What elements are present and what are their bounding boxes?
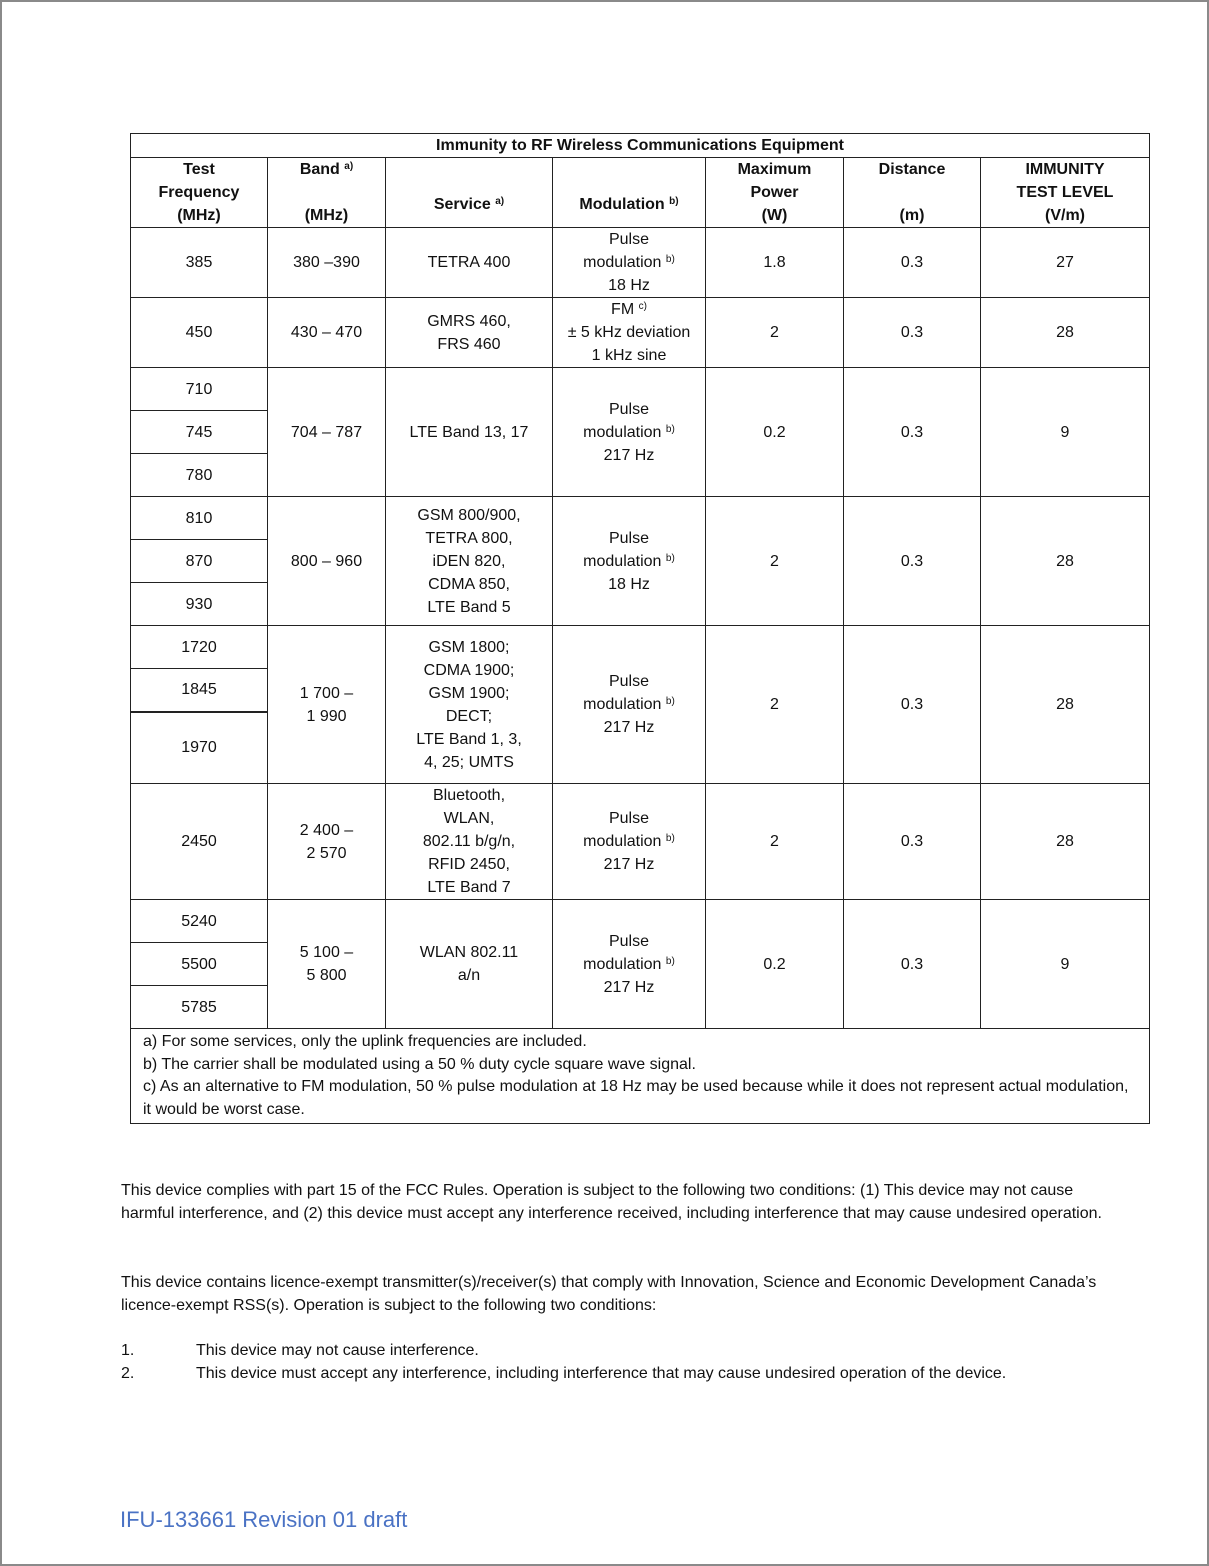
document-footer: IFU-133661 Revision 01 draft — [120, 1507, 408, 1532]
modulation-cell: Pulse modulation $^{b)}$ 217 Hz — [553, 626, 706, 784]
list-text: This device may not cause interference. — [196, 1342, 479, 1359]
freq-cell: 745 — [131, 411, 268, 454]
freq-cell: 5785 — [131, 986, 268, 1029]
header-max-power: Maximum Power (W) — [706, 158, 844, 228]
header-immunity-level: IMMUNITY TEST LEVEL (V/m) — [981, 158, 1150, 228]
distance-cell: 0.3 — [844, 497, 981, 626]
table-row — [131, 497, 1150, 540]
band-cell: 1 700 – 1 990 — [268, 626, 386, 784]
service-cell: LTE Band 13, 17 — [386, 368, 553, 497]
service-cell: TETRA 400 — [386, 228, 553, 298]
freq-cell: 5240 — [131, 900, 268, 943]
header-band: Band $^{a)}$ (MHz) — [268, 158, 386, 228]
header-distance: Distance (m) — [844, 158, 981, 228]
distance-cell: 0.3 — [844, 228, 981, 298]
table-row — [131, 228, 1150, 298]
power-cell: 2 — [706, 298, 844, 368]
table-row — [131, 298, 1150, 368]
band-cell: 430 – 470 — [268, 298, 386, 368]
immunity-table — [130, 133, 1150, 1124]
header-test-frequency: Test Frequency (MHz) — [131, 158, 268, 228]
freq-cell: 450 — [131, 298, 268, 368]
band-cell: 800 – 960 — [268, 497, 386, 626]
power-cell: 2 — [706, 626, 844, 784]
service-cell: GSM 800/900, TETRA 800, iDEN 820, CDMA 850, LTE Band 5 — [386, 497, 553, 626]
ised-statement: This device contains licence-exempt transmitter(s)/receiver(s) that comply with Innovation, Science and Economic Development Canada’s licence-exempt RSS(s). Operation is subject to the following two conditions: — [121, 1274, 1097, 1314]
table-title: Immunity to RF Wireless Communications Equipment — [131, 134, 1150, 158]
header-service: Service $^{a)}$ — [386, 158, 553, 228]
freq-cell: 5500 — [131, 943, 268, 986]
power-cell: 2 — [706, 784, 844, 900]
power-cell: 0.2 — [706, 368, 844, 497]
band-cell: 704 – 787 — [268, 368, 386, 497]
power-cell: 0.2 — [706, 900, 844, 1029]
level-cell: 27 — [981, 228, 1150, 298]
level-cell: 28 — [981, 497, 1150, 626]
service-cell: Bluetooth, WLAN, 802.11 b/g/n, RFID 2450, LTE Band 7 — [386, 784, 553, 900]
band-cell: 2 400 – 2 570 — [268, 784, 386, 900]
freq-cell: 1720 — [131, 626, 268, 669]
service-cell: GMRS 460, FRS 460 — [386, 298, 553, 368]
table-header-row — [131, 158, 1150, 228]
modulation-cell: Pulse modulation $^{b)}$ 217 Hz — [553, 784, 706, 900]
distance-cell: 0.3 — [844, 784, 981, 900]
footnotes — [131, 1029, 1150, 1124]
level-cell: 28 — [981, 298, 1150, 368]
distance-cell: 0.3 — [844, 900, 981, 1029]
level-cell: 9 — [981, 900, 1150, 1029]
power-cell: 2 — [706, 497, 844, 626]
freq-cell: 810 — [131, 497, 268, 540]
modulation-cell: FM $^{c)}$ ± 5 kHz deviation 1 kHz sine — [553, 298, 706, 368]
table-row — [131, 900, 1150, 943]
service-cell: WLAN 802.11 a/n — [386, 900, 553, 1029]
footnote-c: c) As an alternative to FM modulation, 50 % pulse modulation at 18 Hz may be used because while it does not represent actual modulation, it would be worst case. — [143, 1078, 1129, 1118]
distance-cell: 0.3 — [844, 368, 981, 497]
footnote-a: a) For some services, only the uplink frequencies are included. — [143, 1033, 587, 1050]
modulation-cell: Pulse modulation $^{b)}$ 217 Hz — [553, 368, 706, 497]
service-cell: GSM 1800; CDMA 1900; GSM 1900; DECT; LTE Band 1, 3, 4, 25; UMTS — [386, 626, 553, 784]
freq-cell: 780 — [131, 454, 268, 497]
distance-cell: 0.3 — [844, 626, 981, 784]
freq-cell: 385 — [131, 228, 268, 298]
level-cell: 28 — [981, 784, 1150, 900]
list-text: This device must accept any interference, including interference that may cause undesired operation of the device. — [196, 1365, 1007, 1382]
modulation-cell: Pulse modulation $^{b)}$ 18 Hz — [553, 228, 706, 298]
freq-cell: 1970 — [131, 712, 268, 784]
fcc-statement: This device complies with part 15 of the FCC Rules. Operation is subject to the following two conditions: (1) This device may not cause harmful interference, and (2) this device must accept any interference received, including interference that may cause undesired operation. — [121, 1182, 1102, 1222]
header-modulation: Modulation $^{b)}$ — [553, 158, 706, 228]
modulation-cell: Pulse modulation $^{b)}$ 18 Hz — [553, 497, 706, 626]
freq-cell: 930 — [131, 583, 268, 626]
table-row — [131, 368, 1150, 411]
freq-cell: 870 — [131, 540, 268, 583]
footnotes-row — [131, 1029, 1150, 1124]
level-cell: 9 — [981, 368, 1150, 497]
freq-cell: 2450 — [131, 784, 268, 900]
freq-cell: 710 — [131, 368, 268, 411]
list-number: 2. — [121, 1365, 135, 1382]
band-cell: 380 –390 — [268, 228, 386, 298]
power-cell: 1.8 — [706, 228, 844, 298]
modulation-cell: Pulse modulation $^{b)}$ 217 Hz — [553, 900, 706, 1029]
distance-cell: 0.3 — [844, 298, 981, 368]
table-row — [131, 626, 1150, 669]
footnote-b: b) The carrier shall be modulated using a 50 % duty cycle square wave signal. — [143, 1055, 696, 1073]
freq-cell: 1845 — [131, 669, 268, 712]
band-cell: 5 100 – 5 800 — [268, 900, 386, 1029]
level-cell: 28 — [981, 626, 1150, 784]
list-number: 1. — [121, 1342, 135, 1359]
table-row — [131, 784, 1150, 900]
